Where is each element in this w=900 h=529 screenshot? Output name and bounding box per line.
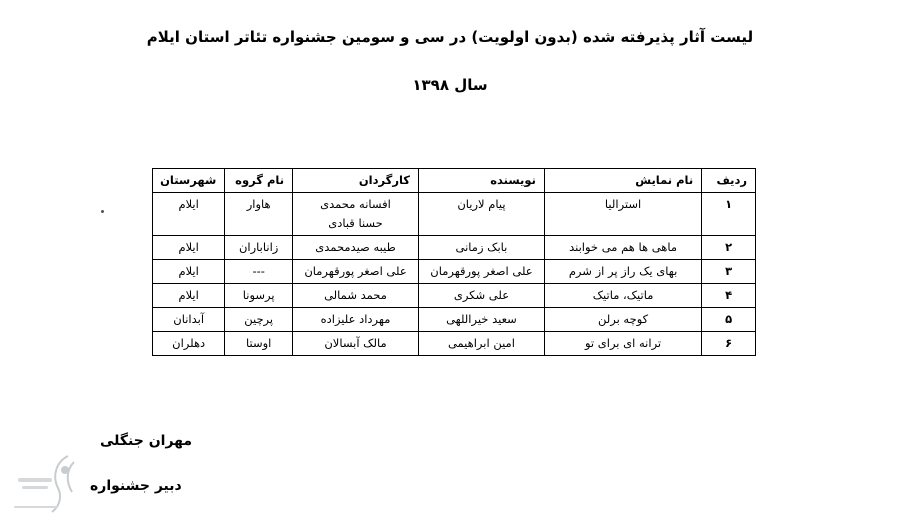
city: ایلام [153,284,225,308]
table-row [153,284,756,308]
author: سعید خیراللهی [418,308,544,332]
author: پیام لاریان [418,193,544,236]
document-title: لیست آثار پذیرفته شده (بدون اولویت) در سی و سومین جشنواره تئاتر استان ایلام [146,28,754,46]
group-name: زاناباران [225,236,293,260]
city: ایلام [153,193,225,236]
row-number: ۲ [702,236,756,260]
director: علی اصغر پورقهرمان [293,260,419,284]
group-name: --- [225,260,293,284]
show-name: ماهی ها هم می خوابند [544,236,701,260]
group-name: پرچین [225,308,293,332]
header-author: نویسنده [418,169,544,193]
header-group-name: نام گروه [225,169,293,193]
table-row [153,236,756,260]
show-name: ترانه ای برای تو [544,332,701,356]
group-name: اوستا [225,332,293,356]
row-number: ۴ [702,284,756,308]
document-subtitle: سال ۱۳۹۸ [412,76,488,94]
header-director: کارگردان [293,169,419,193]
director: مالک آبسالان [293,332,419,356]
author: امین ابراهیمی [418,332,544,356]
city: دهلران [153,332,225,356]
group-name: هاوار [225,193,293,236]
director: طیبه صیدمحمدی [293,236,419,260]
row-number: ۶ [702,332,756,356]
signature-name: مهران جنگلی [100,433,193,449]
show-name: بهای یک راز پر از شرم [544,260,701,284]
show-name: کوچه برلن [544,308,701,332]
table-row [153,308,756,332]
show-name: ماتیک، ماتیک [544,284,701,308]
director: محمد شمالی [293,284,419,308]
table-row [153,332,756,356]
director-line: حسنا قبادی [328,216,383,230]
director: مهرداد علیزاده [293,308,419,332]
iran-theater-logo-icon [8,448,93,518]
signature-role: دبیر جشنواره [90,478,182,494]
header-city: شهرستان [153,169,225,193]
row-number: ۵ [702,308,756,332]
header-show-name: نام نمایش [544,169,701,193]
header-row-number: ردیف [702,169,756,193]
show-name: استرالیا [544,193,701,236]
table-header-row [153,169,756,193]
table-row [153,260,756,284]
city: ایلام [153,260,225,284]
accepted-works-table [152,168,756,356]
author: علی شکری [418,284,544,308]
table-row [153,193,756,236]
row-number: ۳ [702,260,756,284]
group-name: پرسونا [225,284,293,308]
director [293,193,419,236]
director-line: افسانه محمدی [320,197,391,211]
city: ایلام [153,236,225,260]
stray-dot [101,210,104,213]
author: بابک زمانی [418,236,544,260]
author: علی اصغر پورقهرمان [418,260,544,284]
row-number: ۱ [702,193,756,236]
city: آبدانان [153,308,225,332]
